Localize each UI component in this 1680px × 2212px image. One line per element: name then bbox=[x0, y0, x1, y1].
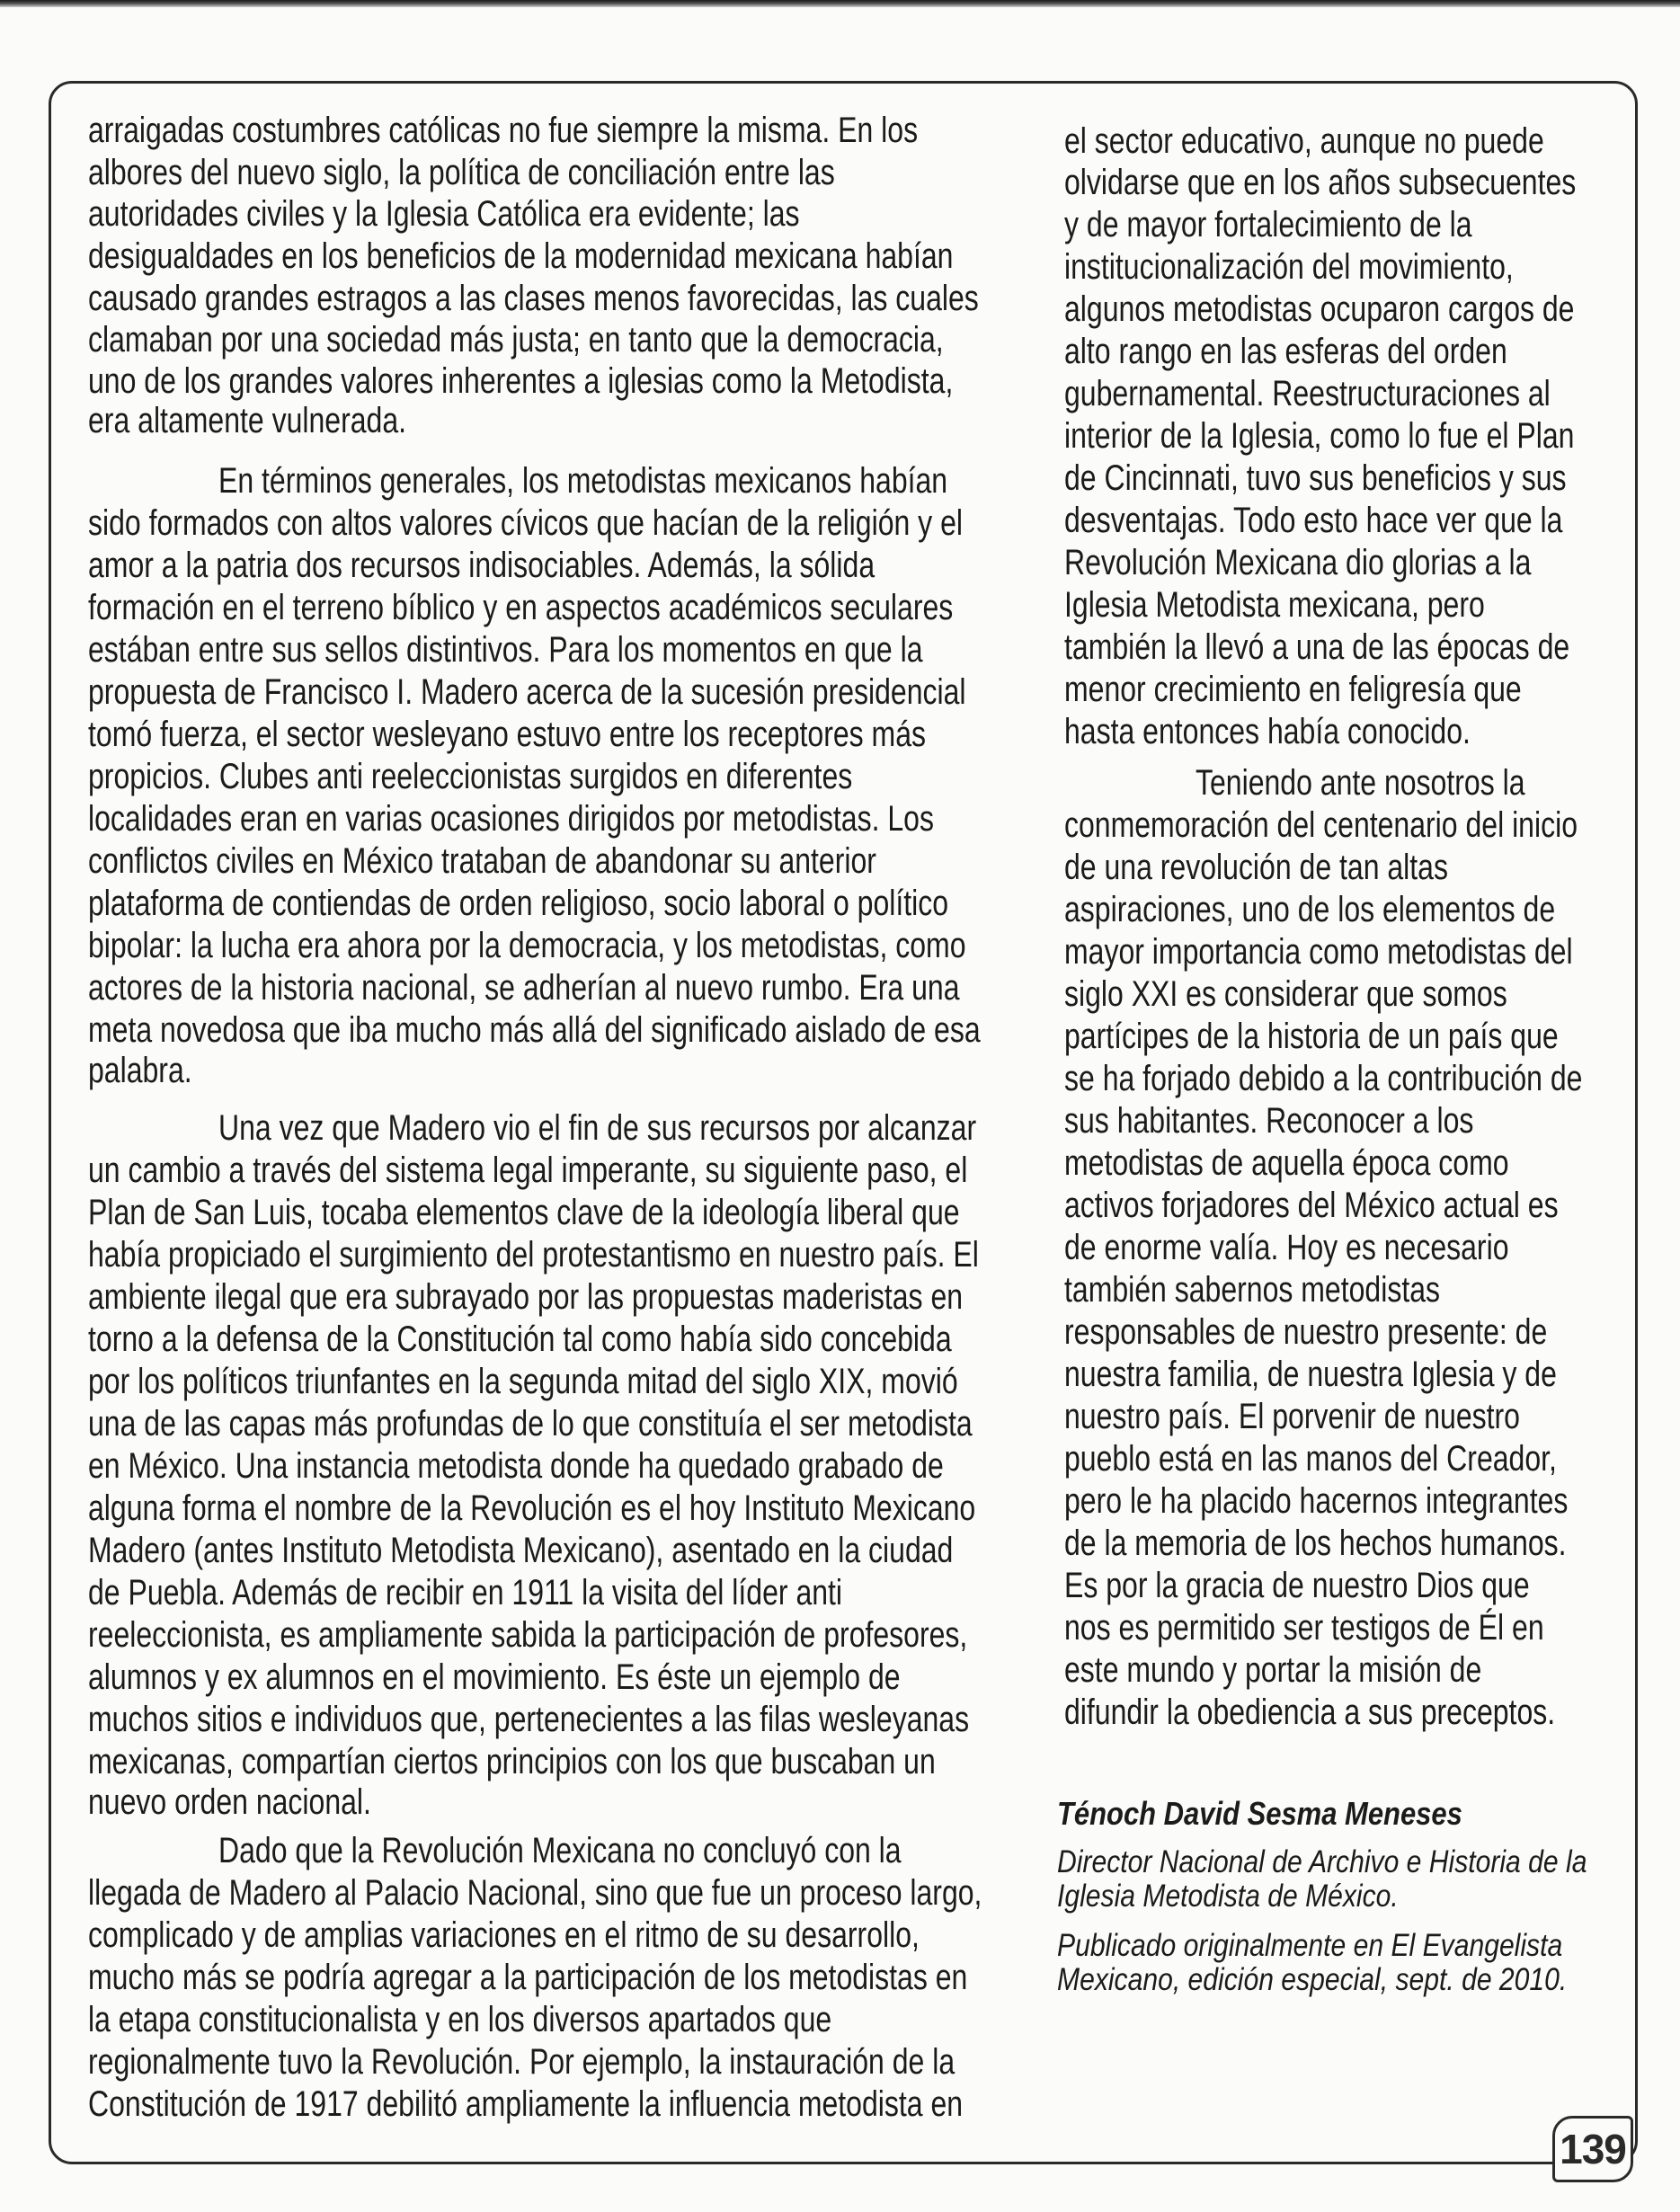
text-line: de una revolución de tan altas bbox=[1064, 848, 1448, 887]
page-number: 139 bbox=[1552, 2116, 1633, 2182]
text-line: clamaban por una sociedad más justa; en tanto que la democracia, bbox=[88, 320, 944, 360]
text-line: causado grandes estragos a las clases menos favorecidas, las cuales bbox=[88, 279, 979, 318]
author-name: Ténoch David Sesma Meneses bbox=[1057, 1795, 1462, 1832]
text-line: Revolución Mexicana dio glorias a la bbox=[1064, 543, 1532, 582]
text-line: alguna forma el nombre de la Revolución es el hoy Instituto Mexicano bbox=[88, 1488, 976, 1528]
paragraph-start-line: Teniendo ante nosotros la bbox=[1196, 763, 1525, 803]
text-line: albores del nuevo siglo, la política de conciliación entre las bbox=[88, 153, 835, 192]
paragraph-start-line: Dado que la Revolución Mexicana no concluyó con la bbox=[218, 1831, 902, 1870]
text-line: difundir la obediencia a sus preceptos. bbox=[1064, 1692, 1556, 1732]
text-line: sido formados con altos valores cívicos que hacían de la religión y el bbox=[88, 503, 963, 543]
text-line: propuesta de Francisco I. Madero acerca de la sucesión presidencial bbox=[88, 672, 966, 712]
text-line: desigualdades en los beneficios de la modernidad mexicana habían bbox=[88, 236, 954, 276]
text-line: activos forjadores del México actual es bbox=[1064, 1186, 1559, 1225]
text-line: conmemoración del centenario del inicio bbox=[1064, 805, 1578, 845]
text-line: nuestro país. El porvenir de nuestro bbox=[1064, 1397, 1520, 1436]
text-line: un cambio a través del sistema legal imperante, su siguiente paso, el bbox=[88, 1150, 968, 1190]
scan-top-edge bbox=[0, 0, 1680, 7]
text-line: mucho más se podría agregar a la participación de los metodistas en bbox=[88, 1958, 968, 1997]
text-line: también la llevó a una de las épocas de bbox=[1064, 627, 1570, 667]
text-line: alumnos y ex alumnos en el movimiento. Es éste un ejemplo de bbox=[88, 1657, 901, 1697]
text-line: actores de la historia nacional, se adherían al nuevo rumbo. Era una bbox=[88, 968, 960, 1008]
text-line: de Cincinnati, tuvo sus beneficios y sus bbox=[1064, 458, 1567, 498]
text-line: responsables de nuestro presente: de bbox=[1064, 1312, 1548, 1352]
text-line: desventajas. Todo esto hace ver que la bbox=[1064, 501, 1563, 540]
paragraph-start-line: Una vez que Madero vio el fin de sus recursos por alcanzar bbox=[218, 1108, 977, 1148]
text-line: hasta entonces había conocido. bbox=[1064, 712, 1471, 751]
text-line: Iglesia Metodista mexicana, pero bbox=[1064, 585, 1485, 625]
text-line: complicado y de amplias variaciones en el ritmo de su desarrollo, bbox=[88, 1915, 920, 1955]
text-line: amor a la patria dos recursos indisociables. Además, la sólida bbox=[88, 546, 876, 585]
text-line: de la memoria de los hechos humanos. bbox=[1064, 1524, 1567, 1563]
text-line: Es por la gracia de nuestro Dios que bbox=[1064, 1566, 1530, 1605]
text-line: propicios. Clubes anti reeleccionistas surgidos en diferentes bbox=[88, 757, 853, 796]
text-line: la etapa constitucionalista y en los diversos apartados que bbox=[88, 2000, 832, 2039]
text-line: autoridades civiles y la Iglesia Católica era evidente; las bbox=[88, 194, 800, 234]
text-line: conflictos civiles en México trataban de abandonar su anterior bbox=[88, 841, 876, 881]
text-line: nuestra familia, de nuestra Iglesia y de bbox=[1064, 1355, 1557, 1394]
text-line: alto rango en las esferas del orden bbox=[1064, 332, 1507, 371]
text-line: por los políticos triunfantes en la segunda mitad del siglo XIX, movió bbox=[88, 1362, 958, 1401]
text-line: también sabernos metodistas bbox=[1064, 1270, 1440, 1310]
text-line: y de mayor fortalecimiento de la bbox=[1064, 205, 1472, 244]
text-line: había propiciado el surgimiento del protestantismo en nuestro país. El bbox=[88, 1235, 979, 1275]
text-line: sus habitantes. Reconocer a los bbox=[1064, 1101, 1474, 1141]
text-line: menor crecimiento en feligresía que bbox=[1064, 670, 1522, 709]
text-line: bipolar: la lucha era ahora por la democracia, y los metodistas, como bbox=[88, 926, 966, 965]
publication-note-line: Publicado originalmente en El Evangelista bbox=[1057, 1928, 1563, 1963]
author-role-line: Director Nacional de Archivo e Historia de la bbox=[1057, 1844, 1587, 1879]
text-line: algunos metodistas ocuparon cargos de bbox=[1064, 289, 1575, 329]
text-line: se ha forjado debido a la contribución de bbox=[1064, 1059, 1583, 1098]
text-line: aspiraciones, uno de los elementos de bbox=[1064, 890, 1556, 929]
text-line: estában entre sus sellos distintivos. Para los momentos en que la bbox=[88, 630, 923, 670]
text-line: tomó fuerza, el sector wesleyano estuvo entre los receptores más bbox=[88, 715, 926, 754]
text-line: era altamente vulnerada. bbox=[88, 401, 406, 440]
text-line: en México. Una instancia metodista donde ha quedado grabado de bbox=[88, 1446, 944, 1486]
text-line: pueblo está en las manos del Creador, bbox=[1064, 1439, 1557, 1479]
text-line: mexicanas, compartían ciertos principios con los que buscaban un bbox=[88, 1742, 936, 1781]
text-line: interior de la Iglesia, como lo fue el Plan bbox=[1064, 416, 1575, 456]
text-line: mayor importancia como metodistas del bbox=[1064, 932, 1573, 972]
text-line: plataforma de contiendas de orden religioso, socio laboral o político bbox=[88, 884, 949, 923]
text-line: pero le ha placido hacernos integrantes bbox=[1064, 1481, 1569, 1521]
text-line: gubernamental. Reestructuraciones al bbox=[1064, 374, 1551, 413]
text-line: regionalmente tuvo la Revolución. Por ejemplo, la instauración de la bbox=[88, 2042, 956, 2082]
text-line: el sector educativo, aunque no puede bbox=[1064, 121, 1544, 161]
paragraph-start-line: En términos generales, los metodistas mexicanos habían bbox=[218, 461, 948, 501]
text-line: llegada de Madero al Palacio Nacional, sino que fue un proceso largo, bbox=[88, 1873, 982, 1913]
text-line: localidades eran en varias ocasiones dirigidos por metodistas. Los bbox=[88, 799, 934, 839]
text-line: este mundo y portar la misión de bbox=[1064, 1650, 1482, 1690]
text-line: formación en el terreno bíblico y en aspectos académicos seculares bbox=[88, 588, 954, 627]
text-line: de Puebla. Además de recibir en 1911 la visita del líder anti bbox=[88, 1573, 843, 1612]
text-line: nos es permitido ser testigos de Él en bbox=[1064, 1608, 1544, 1648]
text-line: una de las capas más profundas de lo que constituía el ser metodista bbox=[88, 1404, 973, 1444]
text-line: reeleccionista, es ampliamente sabida la participación de profesores, bbox=[88, 1615, 968, 1655]
author-role-line: Iglesia Metodista de México. bbox=[1057, 1879, 1399, 1914]
text-line: nuevo orden nacional. bbox=[88, 1782, 371, 1822]
text-line: ambiente ilegal que era subrayado por las propuestas maderistas en bbox=[88, 1277, 964, 1317]
text-line: de enorme valía. Hoy es necesario bbox=[1064, 1228, 1509, 1267]
text-line: institucionalización del movimiento, bbox=[1064, 247, 1514, 287]
publication-note-line: Mexicano, edición especial, sept. de 2010. bbox=[1057, 1962, 1568, 1997]
text-line: Madero (antes Instituto Metodista Mexicano), asentado en la ciudad bbox=[88, 1531, 954, 1570]
text-line: siglo XXI es considerar que somos bbox=[1064, 974, 1507, 1014]
text-line: arraigadas costumbres católicas no fue siempre la misma. En los bbox=[88, 111, 919, 150]
text-line: meta novedosa que iba mucho más allá del significado aislado de esa bbox=[88, 1010, 981, 1050]
text-line: torno a la defensa de la Constitución tal como había sido concebida bbox=[88, 1319, 952, 1359]
text-line: partícipes de la historia de un país que bbox=[1064, 1017, 1559, 1056]
text-line: palabra. bbox=[88, 1051, 192, 1090]
text-line: Plan de San Luis, tocaba elementos clave de la ideología liberal que bbox=[88, 1193, 960, 1232]
text-line: olvidarse que en los años subsecuentes bbox=[1064, 163, 1577, 202]
text-line: uno de los grandes valores inherentes a iglesias como la Metodista, bbox=[88, 361, 954, 401]
text-line: muchos sitios e individuos que, pertenecientes a las filas wesleyanas bbox=[88, 1700, 970, 1739]
text-line: metodistas de aquella época como bbox=[1064, 1143, 1509, 1183]
text-line: Constitución de 1917 debilitó ampliamente la influencia metodista en bbox=[88, 2084, 964, 2124]
